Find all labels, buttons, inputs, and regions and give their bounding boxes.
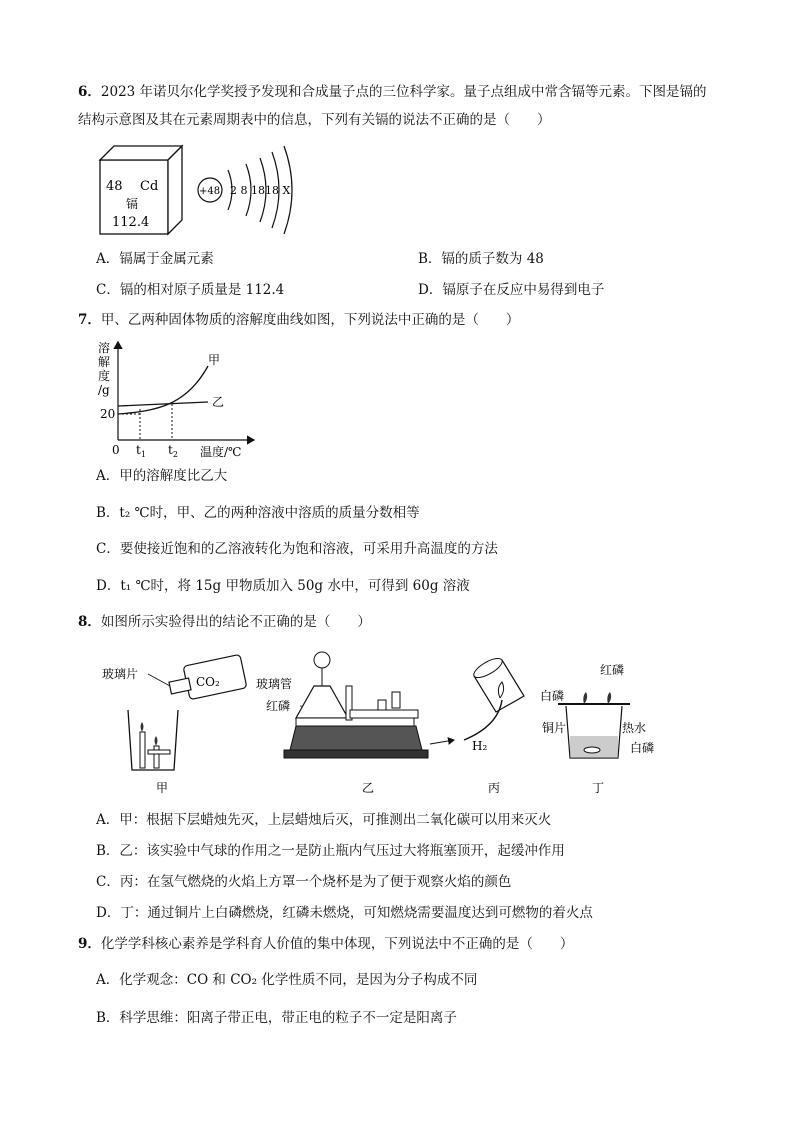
- caption-yi: 乙: [362, 781, 375, 795]
- q7-option-c[interactable]: C．要使接近饱和的乙溶液转化为饱和溶液，可采用升高温度的方法: [96, 541, 498, 557]
- curve-label-jia: 甲: [208, 353, 221, 367]
- q9-text: 化学学科核心素养是学科育人价值的集中体现，下列说法中不正确的是（ ）: [100, 936, 574, 952]
- q7-number: 7．: [78, 312, 101, 328]
- nucleus-charge: +48: [199, 186, 221, 197]
- q6-number: 6．: [78, 84, 101, 100]
- q7-text: 甲、乙两种固体物质的溶解度曲线如图，下列说法中正确的是（ ）: [100, 312, 520, 328]
- element-name: 镉: [126, 197, 139, 211]
- q6-stem-line2: 结构示意图及其在元素周期表中的信息，下列有关镉的说法不正确的是（ ）: [78, 112, 551, 128]
- label-glass-tube: 玻璃管: [256, 677, 293, 691]
- q7-stem: [78, 310, 519, 330]
- caption-ding: 丁: [592, 781, 605, 795]
- element-box: [100, 146, 182, 234]
- caption-bing: 丙: [488, 781, 501, 795]
- experiment-yi: [256, 652, 428, 795]
- label-hot-water: 热水: [622, 721, 647, 735]
- element-mass: 112.4: [112, 215, 150, 230]
- q6-option-c[interactable]: C．镉的相对原子质量是 112.4: [96, 282, 285, 298]
- q8-number: 8．: [78, 614, 101, 630]
- q8-figure: [100, 646, 680, 796]
- q9-number: 9．: [78, 936, 101, 952]
- q9-stem: [78, 934, 573, 954]
- element-symbol: Cd: [140, 179, 159, 194]
- q6-option-b[interactable]: B．镉的质子数为 48: [418, 251, 544, 267]
- q7-option-b[interactable]: B．t₂ ℃时，甲、乙的两种溶液中溶质的质量分数相等: [96, 505, 420, 521]
- q7-option-d[interactable]: D．t₁ ℃时，将 15g 甲物质加入 50g 水中，可得到 60g 溶液: [96, 578, 470, 594]
- label-glass-sheet: 玻璃片: [102, 667, 139, 681]
- atom-structure-diagram: [198, 146, 292, 234]
- t1-label: $t_1$: [136, 443, 146, 459]
- x-axis-label: 温度/℃: [200, 445, 242, 459]
- y-axis-label-3: 度: [98, 369, 111, 383]
- q6-option-d[interactable]: D．镉原子在反应中易得到电子: [418, 282, 605, 298]
- label-red-phosphorus-2: 红磷: [600, 663, 625, 677]
- y-tick-20: 20: [100, 407, 116, 421]
- electron-shells: 2 8 1818 X: [230, 184, 291, 197]
- q6-stem-line1: [78, 82, 707, 102]
- label-copper-sheet: 铜片: [542, 721, 567, 735]
- origin-label: 0: [112, 443, 120, 457]
- label-h2: H₂: [472, 739, 488, 753]
- y-axis-label-1: 溶: [98, 341, 111, 355]
- curve-yi: [118, 402, 208, 406]
- q7-option-a[interactable]: A．甲的溶解度比乙大: [96, 468, 228, 484]
- q8-stem: [78, 612, 371, 632]
- q6-figure: [96, 140, 316, 238]
- q8-text: 如图所示实验得出的结论不正确的是（ ）: [100, 614, 371, 630]
- label-white-phosphorus-2: 白磷: [630, 741, 655, 755]
- y-axis-label-2: 解: [98, 355, 111, 369]
- curve-label-yi: 乙: [212, 395, 225, 409]
- q8-option-d[interactable]: D．丁：通过铜片上白磷燃烧，红磷未燃烧，可知燃烧需要温度达到可燃物的着火点: [96, 905, 593, 921]
- element-number: 48: [106, 179, 123, 194]
- caption-jia: 甲: [156, 781, 169, 795]
- q8-option-a[interactable]: A．甲：根据下层蜡烛先灭，上层蜡烛后灭，可推测出二氧化碳可以用来灭火: [96, 812, 552, 828]
- t2-label: $t_2$: [168, 443, 178, 459]
- label-white-phosphorus: 白磷: [540, 689, 565, 703]
- label-co2: CO₂: [196, 675, 220, 689]
- experiment-ding: [540, 662, 654, 795]
- experiment-jia: [102, 654, 247, 795]
- y-axis-label-4: /g: [98, 383, 110, 397]
- label-red-phosphorus: 红磷: [266, 699, 291, 713]
- experiment-bing: [430, 655, 524, 795]
- q6-option-a[interactable]: A．镉属于金属元素: [96, 251, 214, 267]
- q6-text-line1: 2023 年诺贝尔化学奖授予发现和合成量子点的三位科学家。量子点组成中常含镉等元素。下图是镉的: [100, 84, 707, 100]
- curve-jia: [118, 366, 208, 414]
- solubility-chart: [96, 336, 266, 462]
- q8-option-b[interactable]: B．乙：该实验中气球的作用之一是防止瓶内气压过大将瓶塞顶开，起缓冲作用: [96, 843, 565, 859]
- q9-option-b[interactable]: B．科学思维：阳离子带正电，带正电的粒子不一定是阳离子: [96, 1010, 457, 1026]
- q8-option-c[interactable]: C．丙：在氢气燃烧的火焰上方罩一个烧杯是为了便于观察火焰的颜色: [96, 874, 512, 890]
- q9-option-a[interactable]: A．化学观念：CO 和 CO₂ 化学性质不同，是因为分子构成不同: [96, 972, 478, 988]
